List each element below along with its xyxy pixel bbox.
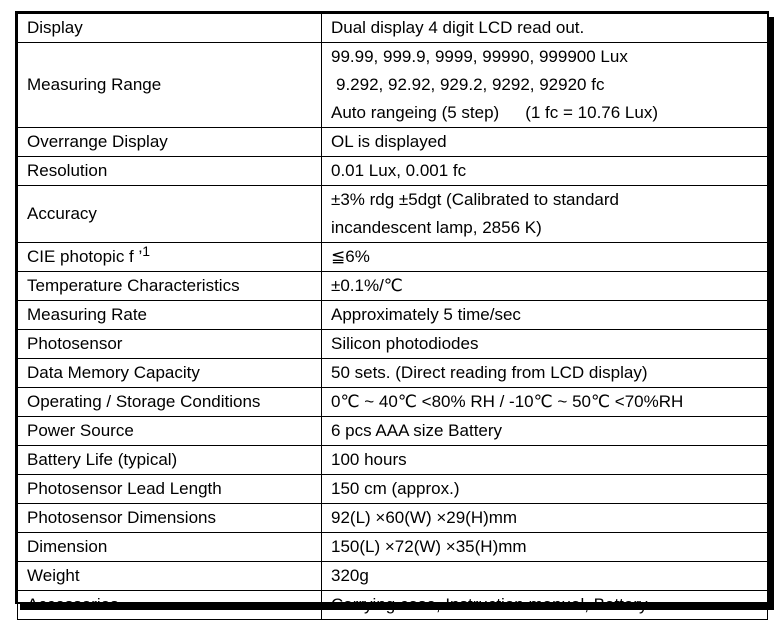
table-row	[18, 243, 768, 272]
row-value: Dual display 4 digit LCD read out.	[322, 14, 768, 43]
row-label: Accuracy	[18, 186, 322, 243]
row-label: Photosensor Lead Length	[18, 475, 322, 504]
table-row	[18, 446, 768, 475]
row-label: Photosensor	[18, 330, 322, 359]
label-text: CIE photopic f ’	[27, 247, 143, 266]
table-row	[18, 272, 768, 301]
row-label: Temperature Characteristics	[18, 272, 322, 301]
table-row	[18, 504, 768, 533]
table-row	[18, 157, 768, 186]
value-line: ±3% rdg ±5dgt (Calibrated to standard	[331, 190, 619, 209]
table-row	[18, 186, 768, 243]
row-value: 100 hours	[322, 446, 768, 475]
table-row	[18, 43, 768, 128]
value-line	[331, 99, 767, 127]
row-value: OL is displayed	[322, 128, 768, 157]
row-label: Battery Life (typical)	[18, 446, 322, 475]
row-value: Approximately 5 time/sec	[322, 301, 768, 330]
value-line: incandescent lamp, 2856 K)	[331, 218, 542, 237]
row-value: ±0.1%/℃	[322, 272, 768, 301]
table-row	[18, 14, 768, 43]
row-value: 0℃ ~ 40℃ <80% RH / -10℃ ~ 50℃ <70%RH	[322, 388, 768, 417]
spec-table	[17, 13, 768, 620]
value-line: 9.292, 92.92, 929.2, 9292, 92920 fc	[336, 75, 605, 94]
row-label: Weight	[18, 562, 322, 591]
table-row	[18, 533, 768, 562]
row-label: Measuring Range	[18, 43, 322, 128]
row-label: Overrange Display	[18, 128, 322, 157]
row-label: Operating / Storage Conditions	[18, 388, 322, 417]
table-row	[18, 388, 768, 417]
row-label: Measuring Rate	[18, 301, 322, 330]
table-row	[18, 330, 768, 359]
row-value: 6 pcs AAA size Battery	[322, 417, 768, 446]
row-label	[18, 243, 322, 272]
table-row	[18, 475, 768, 504]
conversion-note: (1 fc = 10.76 Lux)	[525, 103, 658, 122]
row-label: Resolution	[18, 157, 322, 186]
row-value: 92(L) ×60(W) ×29(H)mm	[322, 504, 768, 533]
row-value: 150 cm (approx.)	[322, 475, 768, 504]
row-label: Dimension	[18, 533, 322, 562]
table-row	[18, 128, 768, 157]
row-value: ≦6%	[322, 243, 768, 272]
row-value: Silicon photodiodes	[322, 330, 768, 359]
table-row	[18, 591, 768, 620]
row-label: Data Memory Capacity	[18, 359, 322, 388]
table-row	[18, 301, 768, 330]
row-label: Photosensor Dimensions	[18, 504, 322, 533]
row-label: Power Source	[18, 417, 322, 446]
row-value	[322, 186, 768, 243]
value-line: 99.99, 999.9, 9999, 99990, 999900 Lux	[331, 47, 628, 66]
row-value: 50 sets. (Direct reading from LCD display)	[322, 359, 768, 388]
value-text: Auto rangeing (5 step)	[331, 103, 500, 122]
table-row	[18, 359, 768, 388]
row-label: Display	[18, 14, 322, 43]
row-value: 0.01 Lux, 0.001 fc	[322, 157, 768, 186]
spec-table-frame	[15, 11, 769, 614]
row-value: 150(L) ×72(W) ×35(H)mm	[322, 533, 768, 562]
footnote-marker: 1	[142, 243, 151, 259]
row-value	[322, 43, 768, 128]
row-label: Accessories	[18, 591, 322, 620]
table-row	[18, 417, 768, 446]
row-value: 320g	[322, 562, 768, 591]
row-value: Carrying case, Instruction manual, Battery	[322, 591, 768, 620]
table-row	[18, 562, 768, 591]
